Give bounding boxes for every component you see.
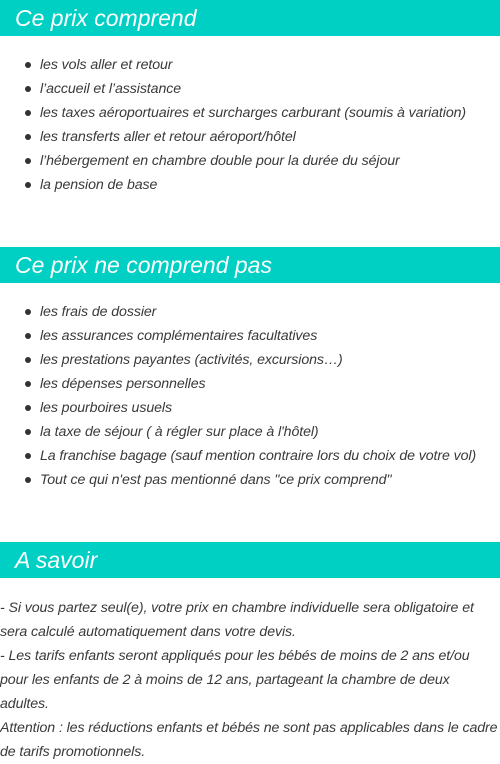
bullet-icon	[25, 309, 31, 315]
bullet-icon	[25, 158, 31, 164]
list-item-text: la taxe de séjour ( à régler sur place à l'hôtel)	[40, 424, 319, 440]
list-item	[0, 468, 500, 492]
bullet-icon	[25, 453, 31, 459]
list-item-text: les transferts aller et retour aéroport/hôtel	[40, 129, 296, 145]
includes-list	[0, 53, 500, 197]
list-item	[0, 396, 500, 420]
list-item-text: l’hébergement en chambre double pour la durée du séjour	[40, 153, 400, 169]
list-item	[0, 348, 500, 372]
list-item	[0, 125, 500, 149]
info-paragraph: - Les tarifs enfants seront appliqués pour les bébés de moins de 2 ans et/ou pour les enfants de 2 à moins de 12 ans, partageant la chambre de deux adultes.	[0, 648, 470, 712]
list-item	[0, 101, 500, 125]
list-item	[0, 53, 500, 77]
list-item	[0, 300, 500, 324]
bullet-icon	[25, 182, 31, 188]
info-paragraph: Attention : les réductions enfants et bébés ne sont pas applicables dans le cadre de tarifs promotionnels.	[0, 720, 498, 760]
list-item	[0, 324, 500, 348]
list-item-text: les vols aller et retour	[40, 57, 173, 73]
section-title-includes: Ce prix comprend	[0, 0, 500, 36]
bullet-icon	[25, 86, 31, 92]
list-item-text: l’accueil et l’assistance	[40, 81, 182, 97]
list-item	[0, 77, 500, 101]
bullet-icon	[25, 62, 31, 68]
list-item-text: Tout ce qui n'est pas mentionné dans "ce prix comprend"	[40, 472, 392, 488]
bullet-icon	[25, 333, 31, 339]
list-item-text: les prestations payantes (activités, excursions…)	[40, 352, 343, 368]
list-item	[0, 173, 500, 197]
list-item	[0, 444, 500, 468]
list-item-text: la pension de base	[40, 177, 158, 193]
section-title-excludes: Ce prix ne comprend pas	[0, 247, 500, 283]
list-item-text: les taxes aéroportuaires et surcharges carburant (soumis à variation)	[40, 105, 467, 121]
bullet-icon	[25, 357, 31, 363]
section-title-info: A savoir	[0, 542, 500, 578]
bullet-icon	[25, 429, 31, 435]
bullet-icon	[25, 110, 31, 116]
bullet-icon	[25, 381, 31, 387]
bullet-icon	[25, 134, 31, 140]
list-item	[0, 420, 500, 444]
list-item-text: les assurances complémentaires facultatives	[40, 328, 318, 344]
bullet-icon	[25, 477, 31, 483]
list-item-text: La franchise bagage (sauf mention contraire lors du choix de votre vol)	[40, 448, 477, 464]
excludes-list	[0, 300, 500, 492]
list-item-text: les frais de dossier	[40, 304, 157, 320]
list-item-text: les pourboires usuels	[40, 400, 172, 416]
list-item-text: les dépenses personnelles	[40, 376, 206, 392]
list-item	[0, 372, 500, 396]
info-paragraph: - Si vous partez seul(e), votre prix en chambre individuelle sera obligatoire et sera calculé automatiquement dans votre devis.	[0, 600, 474, 640]
list-item	[0, 149, 500, 173]
bullet-icon	[25, 405, 31, 411]
